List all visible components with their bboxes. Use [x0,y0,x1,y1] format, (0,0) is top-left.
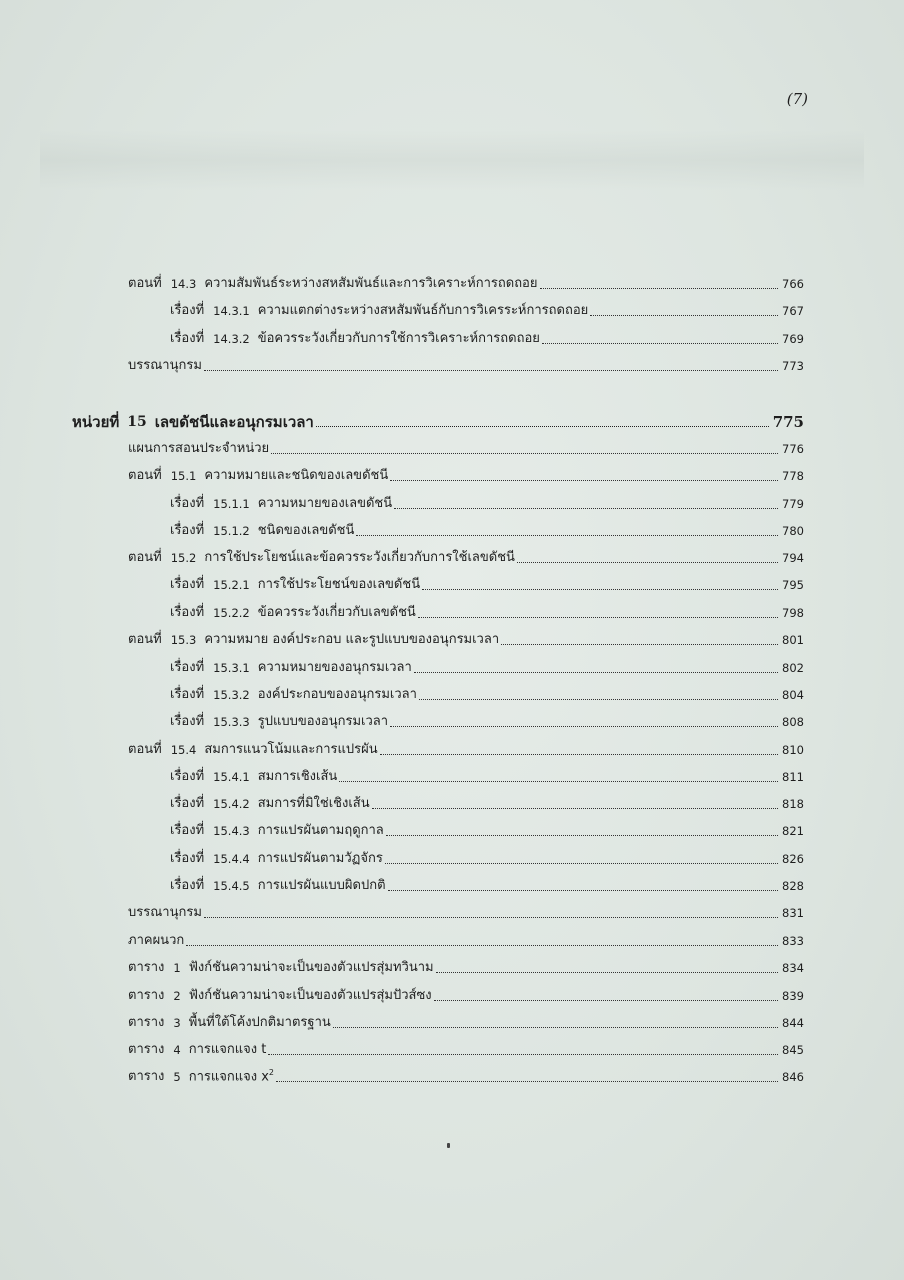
entry-page: 775 [772,413,804,431]
toc-entry-bibliography [128,899,804,921]
entry-page: 831 [782,906,804,920]
entry-keyword: ตาราง [128,1069,165,1084]
toc-entry-topic [170,708,804,730]
dot-leader [388,890,779,891]
dot-leader [414,672,778,673]
superscript: 2 [268,1067,274,1077]
entry-keyword: ตาราง [128,960,165,975]
entry-title: ความหมายของเลขดัชนี [257,496,393,511]
dot-leader [316,426,769,427]
entry-page: 808 [782,715,804,729]
dot-leader [385,863,778,864]
toc-entry-section [128,736,804,758]
entry-number: 15.4.2 [213,797,250,811]
entry-number: 15.3.1 [213,661,250,675]
dot-leader [390,480,778,481]
dot-leader [436,972,778,973]
entry-title: การแปรผันแบบผิดปกติ [257,878,386,893]
entry-title: ฟังก์ชันความน่าจะเป็นของตัวแปรสุ่มทวินาม [188,960,434,975]
entry-page: 844 [782,1016,804,1030]
entry-page: 810 [782,743,804,757]
dot-leader [380,754,778,755]
entry-title: องค์ประกอบของอนุกรมเวลา [257,687,417,702]
entry-page: 766 [782,277,804,291]
toc-entry-topic [170,845,804,867]
entry-page: 795 [782,578,804,592]
dot-leader [422,589,778,590]
dot-leader [434,1000,778,1001]
entry-keyword: เรื่องที่ [170,605,205,620]
toc-entry-topic [170,872,804,894]
toc-entry-table [128,1063,804,1085]
entry-page: 811 [782,770,804,784]
entry-number: 2 [173,989,181,1003]
entry-number: 15.1.1 [213,497,250,511]
toc-entry-topic [170,817,804,839]
entry-keyword: เรื่องที่ [170,660,205,675]
toc-entry-table [128,954,804,976]
entry-page: 769 [782,332,804,346]
entry-number: 15.3.3 [213,715,250,729]
toc-entry-plan [128,435,804,457]
entry-keyword: ตอนที่ [128,632,162,647]
entry-number: 15.4.5 [213,879,250,893]
toc-entry-section [128,626,804,648]
entry-title: ความแตกต่างระหว่างสหสัมพันธ์กับการวิเครระห์การถดถอย [257,303,589,318]
entry-number: 15.3 [170,633,197,647]
entry-title: การแปรผันตามวัฏจักร [257,851,383,866]
entry-keyword: ตาราง [128,988,165,1003]
toc-entry-topic [170,571,804,593]
entry-page: 801 [782,633,804,647]
page-number: (7) [786,90,808,108]
entry-page: 773 [782,359,804,373]
entry-page: 834 [782,961,804,975]
entry-page: 767 [782,304,804,318]
entry-title: การแปรผันตามฤดูกาล [257,823,384,838]
entry-page: 818 [782,797,804,811]
entry-keyword: เรื่องที่ [170,823,205,838]
entry-title: สมการเชิงเส้น [257,769,338,784]
entry-title [189,1065,274,1085]
entry-title: รูปแบบของอนุกรมเวลา [257,714,389,729]
entry-number: 3 [173,1016,181,1030]
entry-number: 4 [173,1043,181,1057]
dot-leader [390,726,778,727]
dot-leader [276,1081,778,1082]
entry-keyword: ตอนที่ [128,742,162,757]
entry-keyword: หน่วยที่ [72,413,120,431]
entry-title: สมการที่มิใช่เชิงเส้น [257,796,370,811]
entry-number: 15.4.4 [213,852,250,866]
entry-title: ความสัมพันธ์ระหว่างสหสัมพันธ์และการวิเคราะห์การถดถอย [204,276,538,291]
entry-page: 826 [782,852,804,866]
entry-number: 15.1 [170,469,197,483]
entry-page: 804 [782,688,804,702]
entry-title: เลขดัชนีและอนุกรมเวลา [154,413,314,431]
entry-title: ภาคผนวก [128,933,185,948]
entry-number: 14.3.2 [213,332,250,346]
toc-entry-topic [170,790,804,812]
entry-number: 14.3.1 [213,304,250,318]
toc-entry-table [128,1009,804,1031]
entry-keyword: เรื่องที่ [170,851,205,866]
toc-entry-table [128,1036,804,1058]
entry-keyword: ตาราง [128,1042,165,1057]
entry-title: ความหมาย องค์ประกอบ และรูปแบบของอนุกรมเวลา [204,632,500,647]
dot-leader [204,917,778,918]
entry-keyword: เรื่องที่ [170,303,205,318]
entry-keyword: เรื่องที่ [170,577,205,592]
entry-number: 1 [173,961,181,975]
toc-entry-table [128,982,804,1004]
dot-leader [204,370,778,371]
entry-keyword: เรื่องที่ [170,714,205,729]
entry-title: บรรณานุกรม [128,905,202,920]
entry-keyword: ตอนที่ [128,276,162,291]
entry-title: การใช้ประโยชน์และข้อควรระวังเกี่ยวกับการใช้เลขดัชนี [204,550,515,565]
dot-leader [419,699,778,700]
ink-speck [447,1143,450,1148]
entry-number: 5 [173,1070,181,1084]
toc-entry-topic [170,763,804,785]
entry-title: ความหมายของอนุกรมเวลา [257,660,412,675]
entry-title: แผนการสอนประจำหน่วย [128,441,270,456]
toc-entry-topic [170,297,804,319]
entry-page: 776 [782,442,804,456]
entry-title: ข้อควรระวังเกี่ยวกับเลขดัชนี [257,605,416,620]
dot-leader [268,1054,778,1055]
entry-page: 833 [782,934,804,948]
dot-leader [540,288,779,289]
dot-leader [339,781,778,782]
entry-number: 14.3 [170,277,197,291]
entry-number: 15.1.2 [213,524,250,538]
dot-leader [542,343,778,344]
toc-entry-topic [170,325,804,347]
entry-page: 778 [782,469,804,483]
dot-leader [356,535,778,536]
entry-keyword: เรื่องที่ [170,523,205,538]
entry-page: 839 [782,989,804,1003]
toc-entry-topic [170,654,804,676]
entry-title: บรรณานุกรม [128,358,202,373]
entry-keyword: ตอนที่ [128,468,162,483]
toc-entry-bibliography [128,352,804,374]
toc-entry-topic [170,517,804,539]
entry-keyword: เรื่องที่ [170,496,205,511]
entry-title: การแจกแจง t [188,1042,267,1057]
dot-leader [271,453,778,454]
dot-leader [386,835,778,836]
entry-title: พื้นที่ใต้โค้งปกติมาตรฐาน [188,1015,331,1030]
entry-page: 798 [782,606,804,620]
entry-page: 821 [782,824,804,838]
toc-entry-section [128,270,804,292]
entry-page: 828 [782,879,804,893]
entry-page: 779 [782,497,804,511]
entry-keyword: เรื่องที่ [170,796,205,811]
entry-page: 794 [782,551,804,565]
dot-leader [186,945,778,946]
dot-leader [418,617,778,618]
dot-leader [517,562,778,563]
dot-leader [333,1027,778,1028]
entry-title: ข้อควรระวังเกี่ยวกับการใช้การวิเคราะห์การถดถอย [257,331,540,346]
toc-entry-topic [170,490,804,512]
entry-number: 15.2.1 [213,578,250,592]
entry-number: 15.4.3 [213,824,250,838]
entry-number: 15.4.1 [213,770,250,784]
entry-number: 15 [127,414,147,430]
entry-title: ฟังก์ชันความน่าจะเป็นของตัวแปรสุ่มปัวส์ซง [188,988,432,1003]
dot-leader [590,315,778,316]
entry-keyword: เรื่องที่ [170,878,205,893]
entry-number: 15.2 [170,551,197,565]
entry-title: ชนิดของเลขดัชนี [257,523,355,538]
entry-page: 845 [782,1043,804,1057]
toc-entry-unit [72,404,804,430]
entry-keyword: เรื่องที่ [170,331,205,346]
toc-entry-topic [170,681,804,703]
entry-page: 846 [782,1070,804,1084]
dot-leader [372,808,778,809]
entry-page: 780 [782,524,804,538]
entry-number: 15.3.2 [213,688,250,702]
dot-leader [501,644,778,645]
entry-keyword: เรื่องที่ [170,687,205,702]
entry-number: 15.2.2 [213,606,250,620]
entry-title: ความหมายและชนิดของเลขดัชนี [204,468,389,483]
toc-entry-section [128,544,804,566]
entry-page: 802 [782,661,804,675]
entry-keyword: เรื่องที่ [170,769,205,784]
entry-title: สมการแนวโน้มและการแปรผัน [204,742,378,757]
toc-entry-topic [170,599,804,621]
entry-keyword: ตอนที่ [128,550,162,565]
entry-keyword: ตาราง [128,1015,165,1030]
toc-entry-appendix [128,927,804,949]
entry-title-text: การแจกแจง x [188,1069,269,1084]
entry-title: การใช้ประโยชน์ของเลขดัชนี [257,577,421,592]
entry-number: 15.4 [170,743,197,757]
dot-leader [394,508,778,509]
toc-entry-section [128,462,804,484]
